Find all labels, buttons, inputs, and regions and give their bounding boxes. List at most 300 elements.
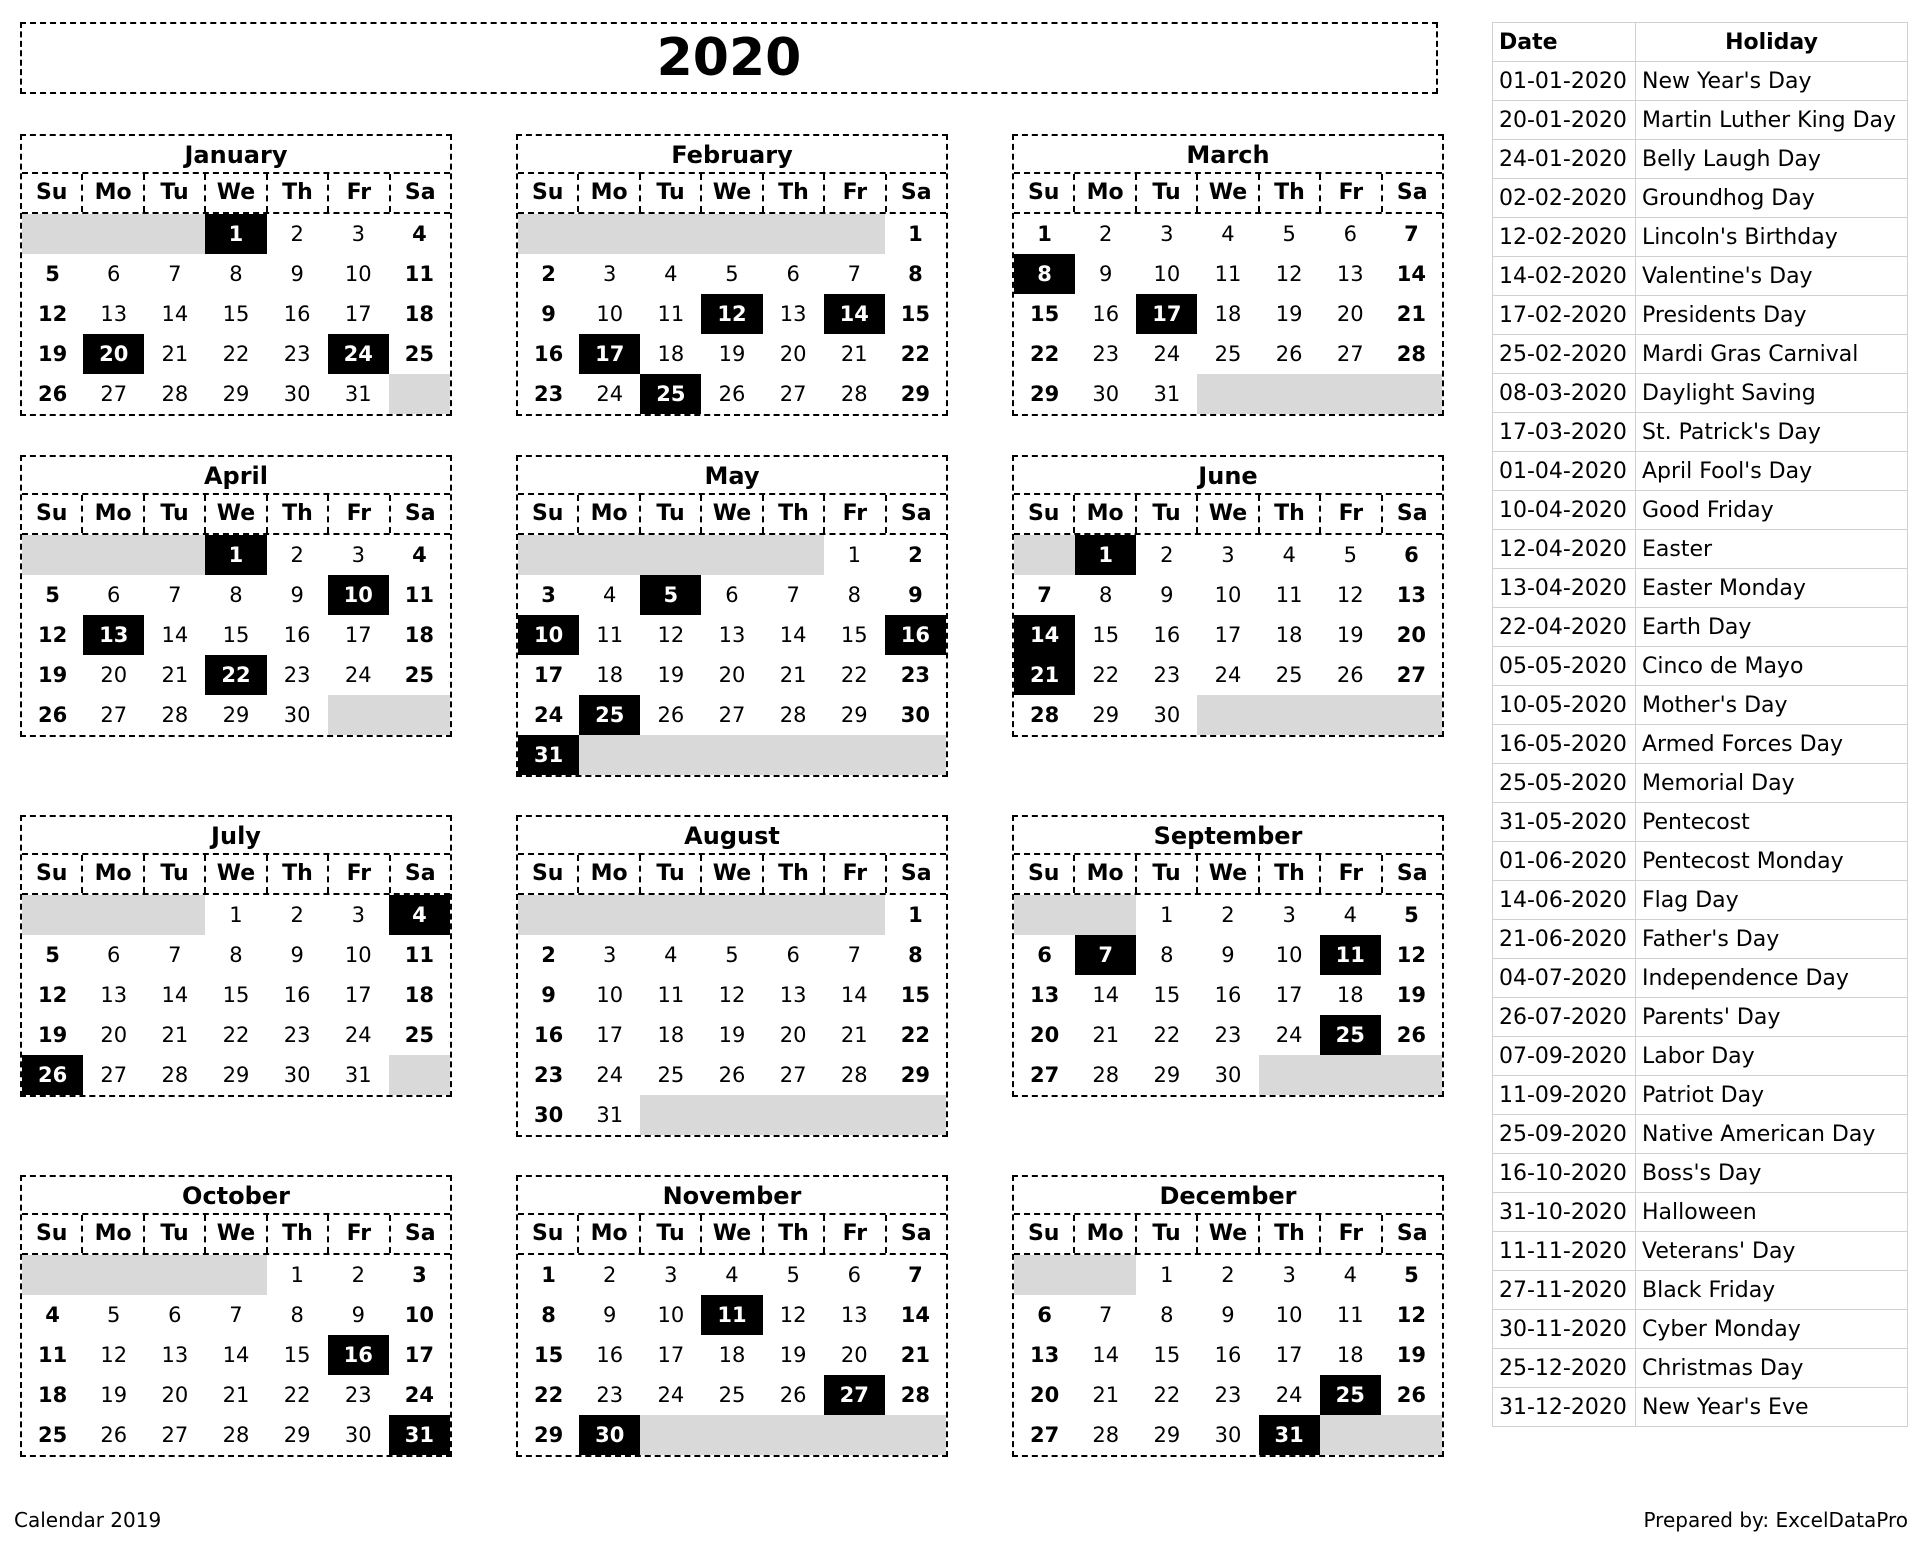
day-cell: 19	[1336, 623, 1364, 647]
day-cell: 10	[1153, 262, 1181, 286]
day-grid	[22, 895, 450, 1095]
holiday-day-cell: 21	[1014, 655, 1075, 695]
day-cell: 27	[779, 382, 807, 406]
holiday-row	[1493, 647, 1908, 686]
day-cell: 21	[1396, 302, 1427, 326]
day-cell: 15	[840, 623, 868, 647]
weekday-header: Fr	[329, 495, 390, 533]
day-cell: 21	[1092, 1383, 1120, 1407]
day-cell: 15	[283, 1343, 311, 1367]
day-cell: 4	[1282, 543, 1296, 567]
day-cell: 8	[290, 1303, 304, 1327]
day-cell: 23	[1092, 342, 1120, 366]
day-cell: 13	[1029, 1343, 1060, 1367]
weekday-header: Tu	[1137, 1215, 1198, 1253]
holiday-name: Mother's Day	[1636, 686, 1908, 725]
empty-day-cell	[518, 895, 579, 935]
weekday-header: Mo	[83, 1215, 144, 1253]
day-cell: 25	[37, 1423, 68, 1447]
empty-day-cell	[22, 895, 83, 935]
empty-day-cell	[144, 214, 205, 254]
weekday-header-row	[518, 495, 946, 535]
day-cell: 19	[37, 342, 68, 366]
day-cell: 14	[161, 302, 189, 326]
day-cell: 9	[351, 1303, 365, 1327]
day-cell: 12	[779, 1303, 807, 1327]
day-cell: 26	[1336, 663, 1364, 687]
month-november	[516, 1175, 948, 1457]
day-cell: 10	[1275, 1303, 1303, 1327]
holiday-date: 16-05-2020	[1493, 725, 1636, 764]
day-cell: 13	[1336, 262, 1364, 286]
empty-day-cell	[1381, 374, 1442, 414]
date-column-header: Date	[1493, 23, 1636, 62]
holiday-name: Pentecost	[1636, 803, 1908, 842]
day-cell: 17	[657, 1343, 685, 1367]
day-cell: 1	[1037, 222, 1052, 246]
day-cell: 14	[1092, 983, 1120, 1007]
day-cell: 13	[100, 302, 128, 326]
day-cell: 3	[351, 543, 365, 567]
day-grid	[22, 535, 450, 735]
day-cell: 28	[161, 382, 189, 406]
day-cell: 15	[222, 302, 250, 326]
day-cell: 29	[1092, 703, 1120, 727]
empty-day-cell	[144, 535, 205, 575]
holiday-row	[1493, 491, 1908, 530]
holiday-name: Flag Day	[1636, 881, 1908, 920]
weekday-header: Fr	[825, 1215, 886, 1253]
weekday-header-row	[22, 495, 450, 535]
day-cell: 11	[657, 302, 685, 326]
weekday-header: Mo	[1075, 174, 1136, 212]
weekday-header: We	[206, 495, 267, 533]
empty-day-cell	[1259, 374, 1320, 414]
holiday-day-cell: 26	[22, 1055, 83, 1095]
empty-day-cell	[640, 1415, 701, 1455]
holiday-row	[1493, 413, 1908, 452]
day-cell: 25	[718, 1383, 746, 1407]
day-cell: 15	[1153, 1343, 1181, 1367]
day-cell: 3	[1282, 1263, 1296, 1287]
holiday-name: Parents' Day	[1636, 998, 1908, 1037]
weekday-header: Th	[764, 495, 825, 533]
day-cell: 9	[290, 262, 304, 286]
day-cell: 12	[1396, 943, 1427, 967]
day-cell: 28	[161, 703, 189, 727]
weekday-header: Mo	[83, 855, 144, 893]
day-cell: 18	[404, 302, 435, 326]
day-cell: 27	[779, 1063, 807, 1087]
weekday-header: Fr	[825, 174, 886, 212]
holiday-column-header: Holiday	[1636, 23, 1908, 62]
holiday-name: Daylight Saving	[1636, 374, 1908, 413]
day-cell: 20	[100, 1023, 128, 1047]
month-march	[1012, 134, 1444, 416]
weekday-header: Mo	[1075, 495, 1136, 533]
weekday-header: We	[702, 855, 763, 893]
holiday-day-cell: 17	[579, 334, 640, 374]
day-cell: 26	[1275, 342, 1303, 366]
day-cell: 12	[718, 983, 746, 1007]
holiday-name: New Year's Day	[1636, 62, 1908, 101]
day-cell: 13	[718, 623, 746, 647]
holiday-date: 25-02-2020	[1493, 335, 1636, 374]
weekday-header: Sa	[404, 1221, 436, 1246]
holiday-day-cell: 10	[518, 615, 579, 655]
day-cell: 28	[779, 703, 807, 727]
empty-day-cell	[701, 1415, 762, 1455]
day-grid	[518, 214, 946, 414]
day-cell: 8	[229, 262, 243, 286]
day-cell: 1	[908, 903, 923, 927]
holiday-day-cell: 7	[1075, 935, 1136, 975]
weekday-header: We	[702, 174, 763, 212]
day-cell: 2	[351, 1263, 365, 1287]
day-cell: 21	[1092, 1023, 1120, 1047]
month-name: September	[1014, 817, 1442, 855]
day-cell: 17	[1275, 1343, 1303, 1367]
weekday-header-row	[1014, 1215, 1442, 1255]
day-cell: 25	[657, 1063, 685, 1087]
day-cell: 8	[1160, 1303, 1174, 1327]
day-cell: 10	[657, 1303, 685, 1327]
day-cell: 2	[603, 1263, 617, 1287]
day-cell: 16	[1153, 623, 1181, 647]
day-cell: 26	[37, 382, 68, 406]
holiday-name: Earth Day	[1636, 608, 1908, 647]
weekday-header: Fr	[1321, 855, 1382, 893]
holiday-date: 31-05-2020	[1493, 803, 1636, 842]
weekday-header: Mo	[579, 1215, 640, 1253]
day-cell: 30	[283, 1063, 311, 1087]
day-cell: 29	[900, 1063, 931, 1087]
day-cell: 16	[283, 302, 311, 326]
day-cell: 22	[222, 1023, 250, 1047]
month-name: December	[1014, 1177, 1442, 1215]
weekday-header: Sa	[1396, 1221, 1428, 1246]
day-cell: 30	[283, 382, 311, 406]
weekday-header: Su	[518, 855, 579, 893]
day-cell: 12	[1396, 1303, 1427, 1327]
empty-day-cell	[701, 535, 762, 575]
empty-day-cell	[83, 895, 144, 935]
empty-day-cell	[885, 1095, 946, 1135]
weekday-header-row	[1014, 495, 1442, 535]
day-cell: 9	[603, 1303, 617, 1327]
holiday-date: 25-09-2020	[1493, 1115, 1636, 1154]
holiday-row	[1493, 257, 1908, 296]
day-cell: 16	[1214, 983, 1242, 1007]
weekday-header: Sa	[900, 861, 932, 886]
weekday-header: Sa	[404, 501, 436, 526]
day-cell: 6	[786, 262, 800, 286]
day-cell: 6	[847, 1263, 861, 1287]
day-cell: 1	[290, 1263, 304, 1287]
day-cell: 4	[1221, 222, 1235, 246]
month-name: January	[22, 136, 450, 174]
day-cell: 23	[283, 663, 311, 687]
day-cell: 19	[37, 663, 68, 687]
holiday-name: Native American Day	[1636, 1115, 1908, 1154]
day-cell: 18	[1214, 302, 1242, 326]
day-cell: 7	[1037, 583, 1052, 607]
day-cell: 22	[900, 342, 931, 366]
holiday-name: Pentecost Monday	[1636, 842, 1908, 881]
day-cell: 28	[1092, 1423, 1120, 1447]
empty-day-cell	[389, 374, 450, 414]
day-cell: 17	[344, 983, 372, 1007]
day-cell: 4	[1343, 903, 1357, 927]
empty-day-cell	[824, 895, 885, 935]
empty-day-cell	[22, 214, 83, 254]
weekday-header: Tu	[641, 855, 702, 893]
month-july	[20, 815, 452, 1097]
holiday-row	[1493, 296, 1908, 335]
weekday-header: Fr	[329, 1215, 390, 1253]
holiday-row	[1493, 101, 1908, 140]
holiday-day-cell: 13	[83, 615, 144, 655]
day-cell: 4	[412, 222, 427, 246]
holiday-row	[1493, 530, 1908, 569]
weekday-header: Mo	[579, 855, 640, 893]
holiday-date: 31-12-2020	[1493, 1388, 1636, 1427]
day-cell: 27	[1396, 663, 1427, 687]
day-cell: 6	[107, 583, 121, 607]
day-cell: 13	[840, 1303, 868, 1327]
holiday-name: New Year's Eve	[1636, 1388, 1908, 1427]
day-cell: 10	[404, 1303, 435, 1327]
day-cell: 12	[37, 983, 68, 1007]
holiday-date: 21-06-2020	[1493, 920, 1636, 959]
day-cell: 5	[45, 943, 60, 967]
holiday-date: 14-02-2020	[1493, 257, 1636, 296]
day-cell: 31	[344, 1063, 372, 1087]
day-cell: 9	[290, 583, 304, 607]
day-cell: 6	[107, 262, 121, 286]
day-cell: 18	[37, 1383, 68, 1407]
weekday-header-row	[518, 855, 946, 895]
day-cell: 18	[404, 983, 435, 1007]
holiday-row	[1493, 1037, 1908, 1076]
day-cell: 29	[1153, 1423, 1181, 1447]
day-cell: 26	[1396, 1383, 1427, 1407]
day-cell: 7	[168, 583, 182, 607]
month-may	[516, 455, 948, 777]
day-cell: 19	[1396, 983, 1427, 1007]
holiday-name: Father's Day	[1636, 920, 1908, 959]
month-name: February	[518, 136, 946, 174]
weekday-header: Sa	[404, 180, 436, 205]
empty-day-cell	[1075, 895, 1136, 935]
weekday-header: Sa	[404, 861, 436, 886]
day-cell: 17	[596, 1023, 624, 1047]
day-cell: 4	[725, 1263, 739, 1287]
day-cell: 5	[107, 1303, 121, 1327]
day-cell: 24	[657, 1383, 685, 1407]
day-cell: 11	[404, 943, 435, 967]
weekday-header: Su	[518, 174, 579, 212]
weekday-header: Tu	[145, 495, 206, 533]
holiday-day-cell: 17	[1136, 294, 1197, 334]
day-cell: 23	[1214, 1023, 1242, 1047]
holiday-date: 17-03-2020	[1493, 413, 1636, 452]
empty-day-cell	[22, 1255, 83, 1295]
day-grid	[1014, 1255, 1442, 1455]
day-cell: 9	[908, 583, 923, 607]
day-cell: 12	[657, 623, 685, 647]
weekday-header: Th	[268, 1215, 329, 1253]
holiday-day-cell: 31	[518, 735, 579, 775]
day-cell: 6	[786, 943, 800, 967]
day-cell: 2	[290, 543, 304, 567]
weekday-header: Th	[1260, 1215, 1321, 1253]
day-cell: 4	[412, 543, 427, 567]
holiday-name: Presidents Day	[1636, 296, 1908, 335]
day-cell: 13	[779, 983, 807, 1007]
empty-day-cell	[579, 214, 640, 254]
day-cell: 22	[840, 663, 868, 687]
day-cell: 6	[1037, 943, 1052, 967]
day-cell: 21	[900, 1343, 931, 1367]
day-cell: 15	[533, 1343, 564, 1367]
holiday-name: Martin Luther King Day	[1636, 101, 1908, 140]
day-cell: 28	[222, 1423, 250, 1447]
holiday-row	[1493, 842, 1908, 881]
day-cell: 18	[1336, 1343, 1364, 1367]
holiday-date: 01-06-2020	[1493, 842, 1636, 881]
day-cell: 27	[100, 703, 128, 727]
month-april	[20, 455, 452, 737]
day-grid	[22, 1255, 450, 1455]
day-cell: 23	[1153, 663, 1181, 687]
day-cell: 5	[1343, 543, 1357, 567]
weekday-header: Su	[22, 1215, 83, 1253]
day-cell: 12	[1275, 262, 1303, 286]
day-cell: 13	[161, 1343, 189, 1367]
day-cell: 13	[779, 302, 807, 326]
holiday-row	[1493, 452, 1908, 491]
day-cell: 8	[229, 583, 243, 607]
holiday-date: 12-04-2020	[1493, 530, 1636, 569]
day-cell: 9	[290, 943, 304, 967]
weekday-header-row	[22, 174, 450, 214]
weekday-header: Su	[518, 1215, 579, 1253]
empty-day-cell	[1381, 1055, 1442, 1095]
holiday-day-cell: 24	[328, 334, 389, 374]
day-cell: 13	[100, 983, 128, 1007]
holiday-row	[1493, 608, 1908, 647]
holiday-date: 27-11-2020	[1493, 1271, 1636, 1310]
day-cell: 3	[351, 222, 365, 246]
month-june	[1012, 455, 1444, 737]
empty-day-cell	[579, 895, 640, 935]
weekday-header-row	[22, 855, 450, 895]
weekday-header: We	[1198, 1215, 1259, 1253]
holiday-name: Good Friday	[1636, 491, 1908, 530]
weekday-header: Th	[1260, 495, 1321, 533]
day-cell: 7	[168, 943, 182, 967]
day-cell: 3	[1282, 903, 1296, 927]
day-cell: 30	[1092, 382, 1120, 406]
day-cell: 1	[541, 1263, 556, 1287]
day-cell: 23	[344, 1383, 372, 1407]
holiday-day-cell: 1	[205, 535, 266, 575]
day-cell: 5	[786, 1263, 800, 1287]
day-cell: 14	[1396, 262, 1427, 286]
day-cell: 8	[908, 262, 923, 286]
holiday-date: 07-09-2020	[1493, 1037, 1636, 1076]
day-cell: 18	[657, 342, 685, 366]
day-cell: 23	[533, 382, 564, 406]
holiday-name: Memorial Day	[1636, 764, 1908, 803]
holiday-name: Armed Forces Day	[1636, 725, 1908, 764]
day-cell: 8	[908, 943, 923, 967]
day-cell: 2	[908, 543, 923, 567]
weekday-header: Fr	[1321, 495, 1382, 533]
holiday-table-body	[1493, 62, 1908, 1427]
day-cell: 2	[290, 222, 304, 246]
day-cell: 19	[779, 1343, 807, 1367]
weekday-header: Th	[268, 495, 329, 533]
day-cell: 20	[100, 663, 128, 687]
day-cell: 31	[1153, 382, 1181, 406]
weekday-header: Mo	[1075, 855, 1136, 893]
day-cell: 4	[664, 943, 678, 967]
weekday-header: Su	[22, 495, 83, 533]
day-cell: 28	[1092, 1063, 1120, 1087]
weekday-header: Tu	[1137, 855, 1198, 893]
empty-day-cell	[640, 1095, 701, 1135]
day-cell: 30	[1214, 1063, 1242, 1087]
holiday-date: 04-07-2020	[1493, 959, 1636, 998]
holiday-day-cell: 30	[579, 1415, 640, 1455]
weekday-header: We	[1198, 174, 1259, 212]
day-cell: 10	[596, 302, 624, 326]
weekday-header: Su	[22, 174, 83, 212]
holiday-row	[1493, 1388, 1908, 1427]
day-cell: 1	[908, 222, 923, 246]
day-cell: 7	[786, 583, 800, 607]
empty-day-cell	[701, 214, 762, 254]
day-cell: 23	[596, 1383, 624, 1407]
weekday-header: We	[702, 1215, 763, 1253]
holiday-row	[1493, 335, 1908, 374]
holiday-day-cell: 12	[701, 294, 762, 334]
day-cell: 23	[283, 342, 311, 366]
day-cell: 25	[1214, 342, 1242, 366]
day-cell: 25	[404, 663, 435, 687]
holiday-row	[1493, 1271, 1908, 1310]
day-cell: 14	[161, 623, 189, 647]
day-cell: 15	[222, 983, 250, 1007]
empty-day-cell	[389, 695, 450, 735]
holiday-name: Mardi Gras Carnival	[1636, 335, 1908, 374]
holiday-day-cell: 11	[701, 1295, 762, 1335]
holiday-row	[1493, 803, 1908, 842]
weekday-header: Mo	[83, 495, 144, 533]
holiday-day-cell: 31	[1259, 1415, 1320, 1455]
day-cell: 3	[541, 583, 556, 607]
holiday-date: 25-05-2020	[1493, 764, 1636, 803]
holiday-row	[1493, 218, 1908, 257]
weekday-header: Mo	[83, 174, 144, 212]
month-january	[20, 134, 452, 416]
holiday-row	[1493, 1193, 1908, 1232]
empty-day-cell	[144, 895, 205, 935]
day-cell: 11	[37, 1343, 68, 1367]
empty-day-cell	[83, 1255, 144, 1295]
